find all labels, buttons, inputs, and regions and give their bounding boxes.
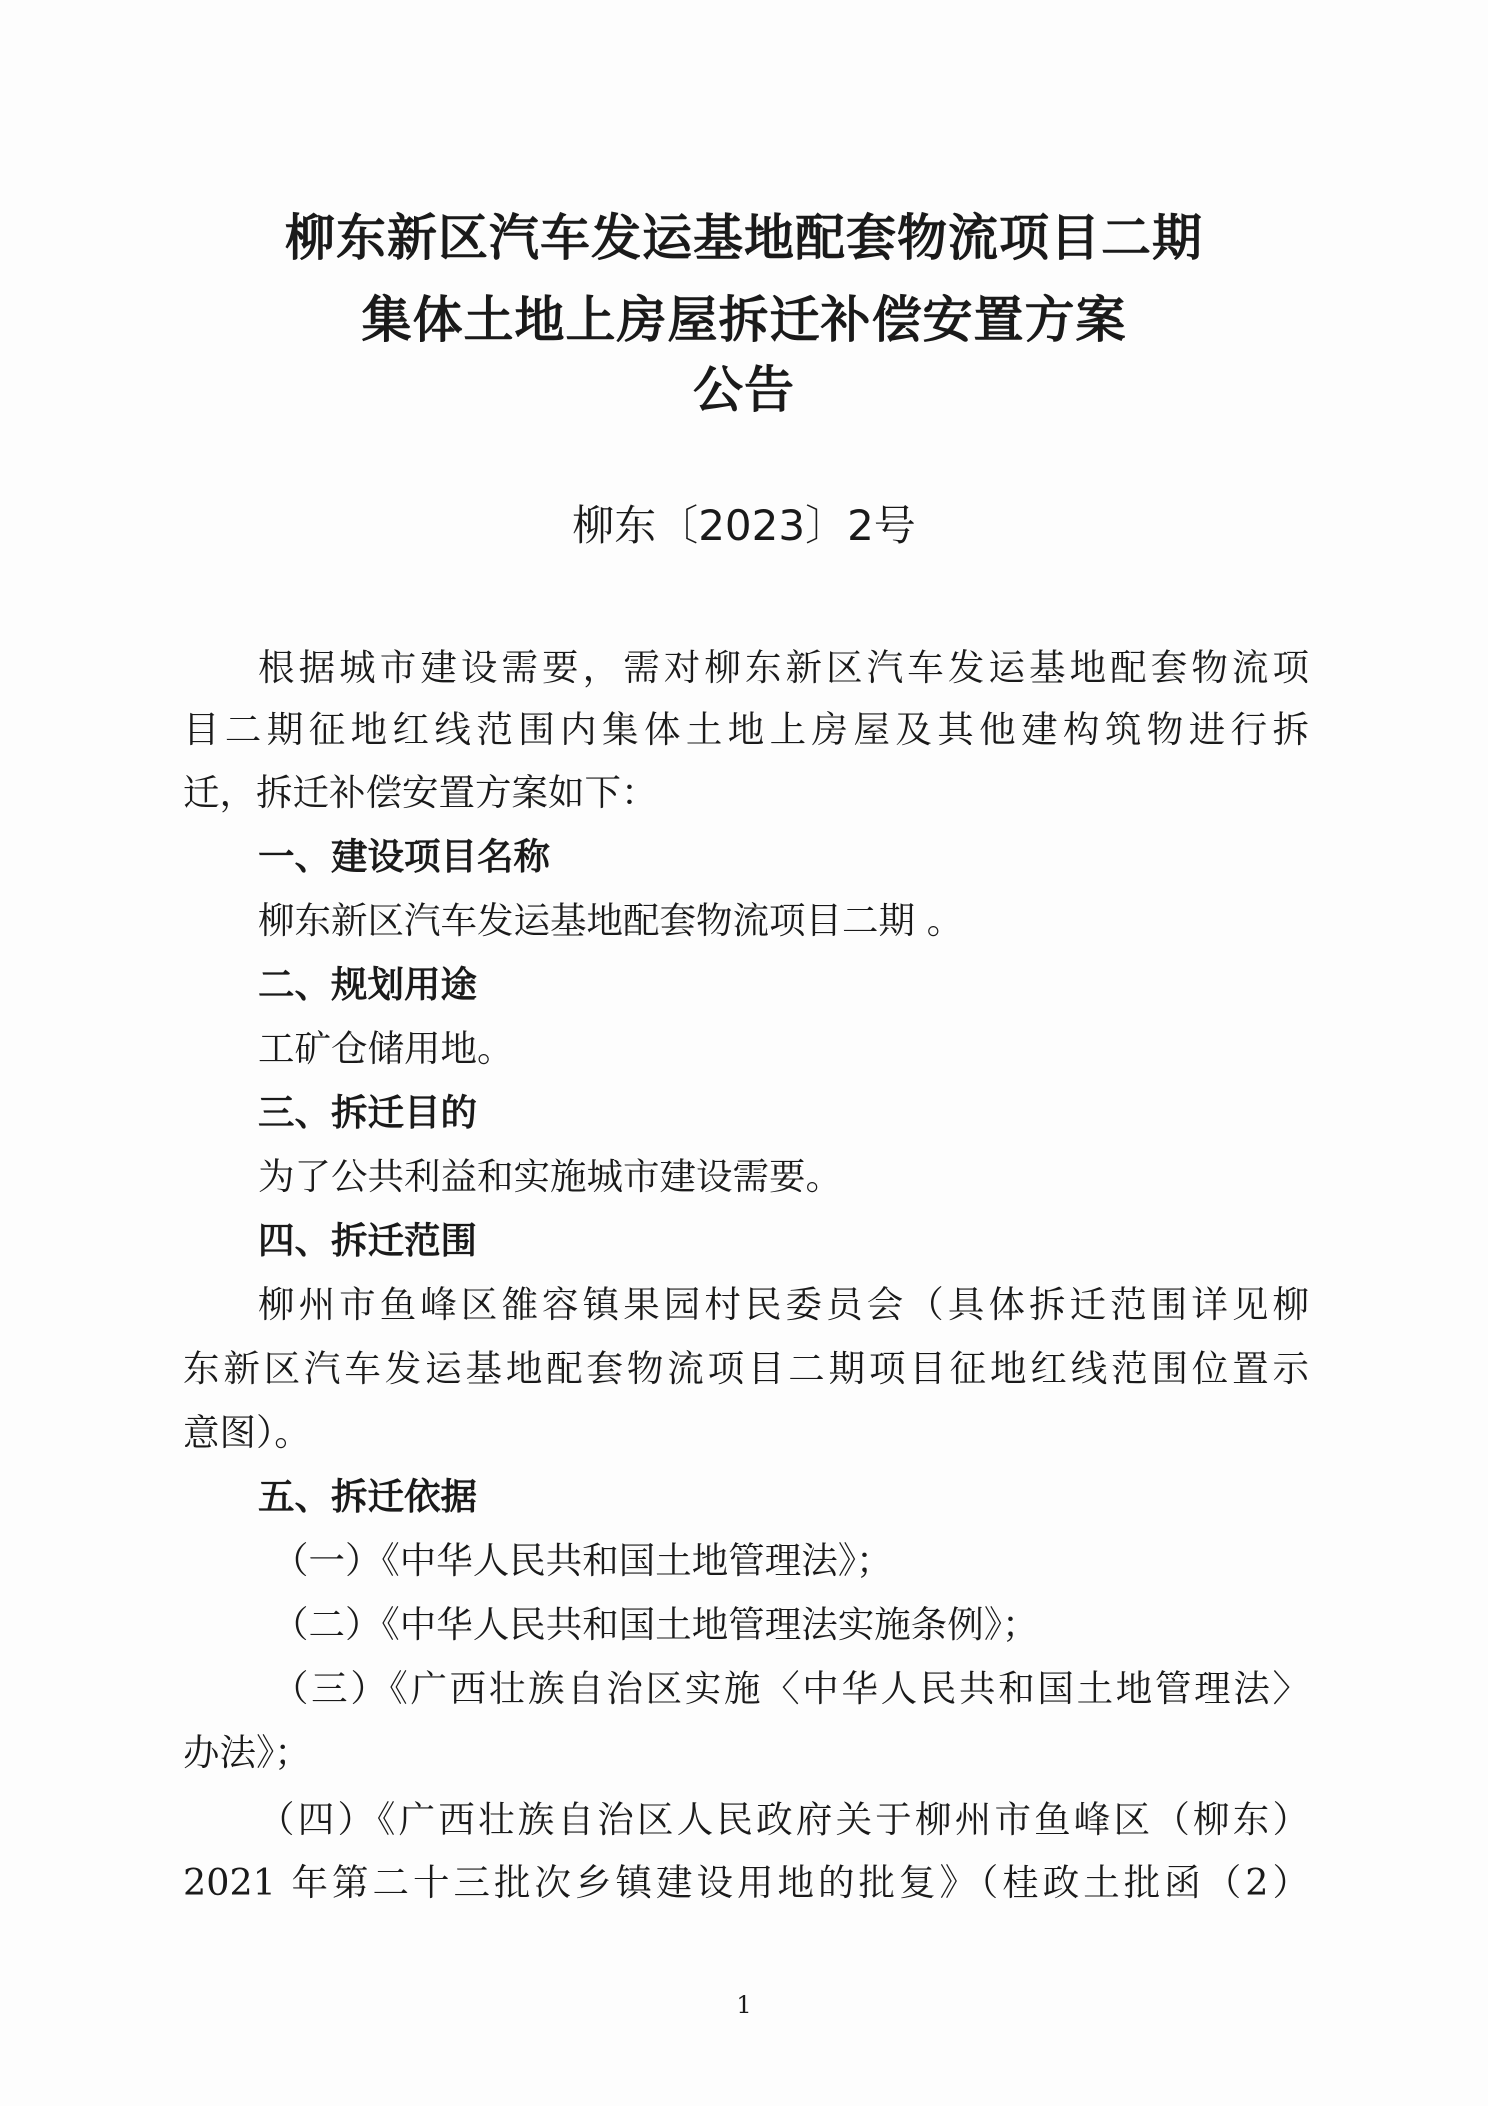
section-body-scope-line-1: 柳州市鱼峰区雒容镇果园村民委员会（具体拆迁范围详见柳 xyxy=(258,1283,1309,1326)
section-heading-scope: 四、拆迁范围 xyxy=(258,1219,477,1262)
page-number: 1 xyxy=(736,1991,752,2019)
section-heading-purpose: 三、拆迁目的 xyxy=(258,1091,477,1134)
basis-item-3-line-1: （三）《广西壮族自治区实施〈中华人民共和国土地管理法〉 xyxy=(272,1667,1309,1710)
intro-line-1: 根据城市建设需要，需对柳东新区汽车发运基地配套物流项 xyxy=(258,646,1309,689)
section-body-scope-line-3: 意图）。 xyxy=(183,1411,311,1454)
document-number: 柳东〔2023〕2号 xyxy=(572,501,916,550)
basis-item-2: （二）《中华人民共和国土地管理法实施条例》； xyxy=(272,1603,1039,1646)
section-body-project-name: 柳东新区汽车发运基地配套物流项目二期 。 xyxy=(258,899,964,942)
section-heading-project-name: 一、建设项目名称 xyxy=(258,835,550,878)
intro-line-2: 目二期征地红线范围内集体土地上房屋及其他建构筑物进行拆 xyxy=(183,708,1309,751)
section-heading-basis: 五、拆迁依据 xyxy=(258,1475,477,1518)
basis-item-4-line-1: （四）《广西壮族自治区人民政府关于柳州市鱼峰区（柳东） xyxy=(258,1798,1309,1841)
section-body-planned-use: 工矿仓储用地。 xyxy=(258,1027,514,1070)
section-body-purpose: 为了公共利益和实施城市建设需要。 xyxy=(258,1155,842,1198)
basis-item-1: （一）《中华人民共和国土地管理法》； xyxy=(272,1539,893,1582)
title-line-3: 公告 xyxy=(693,361,795,419)
intro-line-3: 迁，拆迁补偿安置方案如下： xyxy=(183,771,658,814)
section-body-scope-line-2: 东新区汽车发运基地配套物流项目二期项目征地红线范围位置示 xyxy=(183,1347,1309,1390)
title-line-1: 柳东新区汽车发运基地配套物流项目二期 xyxy=(285,209,1203,267)
section-heading-planned-use: 二、规划用途 xyxy=(258,963,477,1006)
title-line-2: 集体土地上房屋拆迁补偿安置方案 xyxy=(361,291,1127,349)
basis-item-4-line-2: 2021 年第二十三批次乡镇建设用地的批复》（桂政土批函（2） xyxy=(183,1861,1309,1904)
basis-item-3-line-2: 办法》； xyxy=(183,1731,311,1774)
